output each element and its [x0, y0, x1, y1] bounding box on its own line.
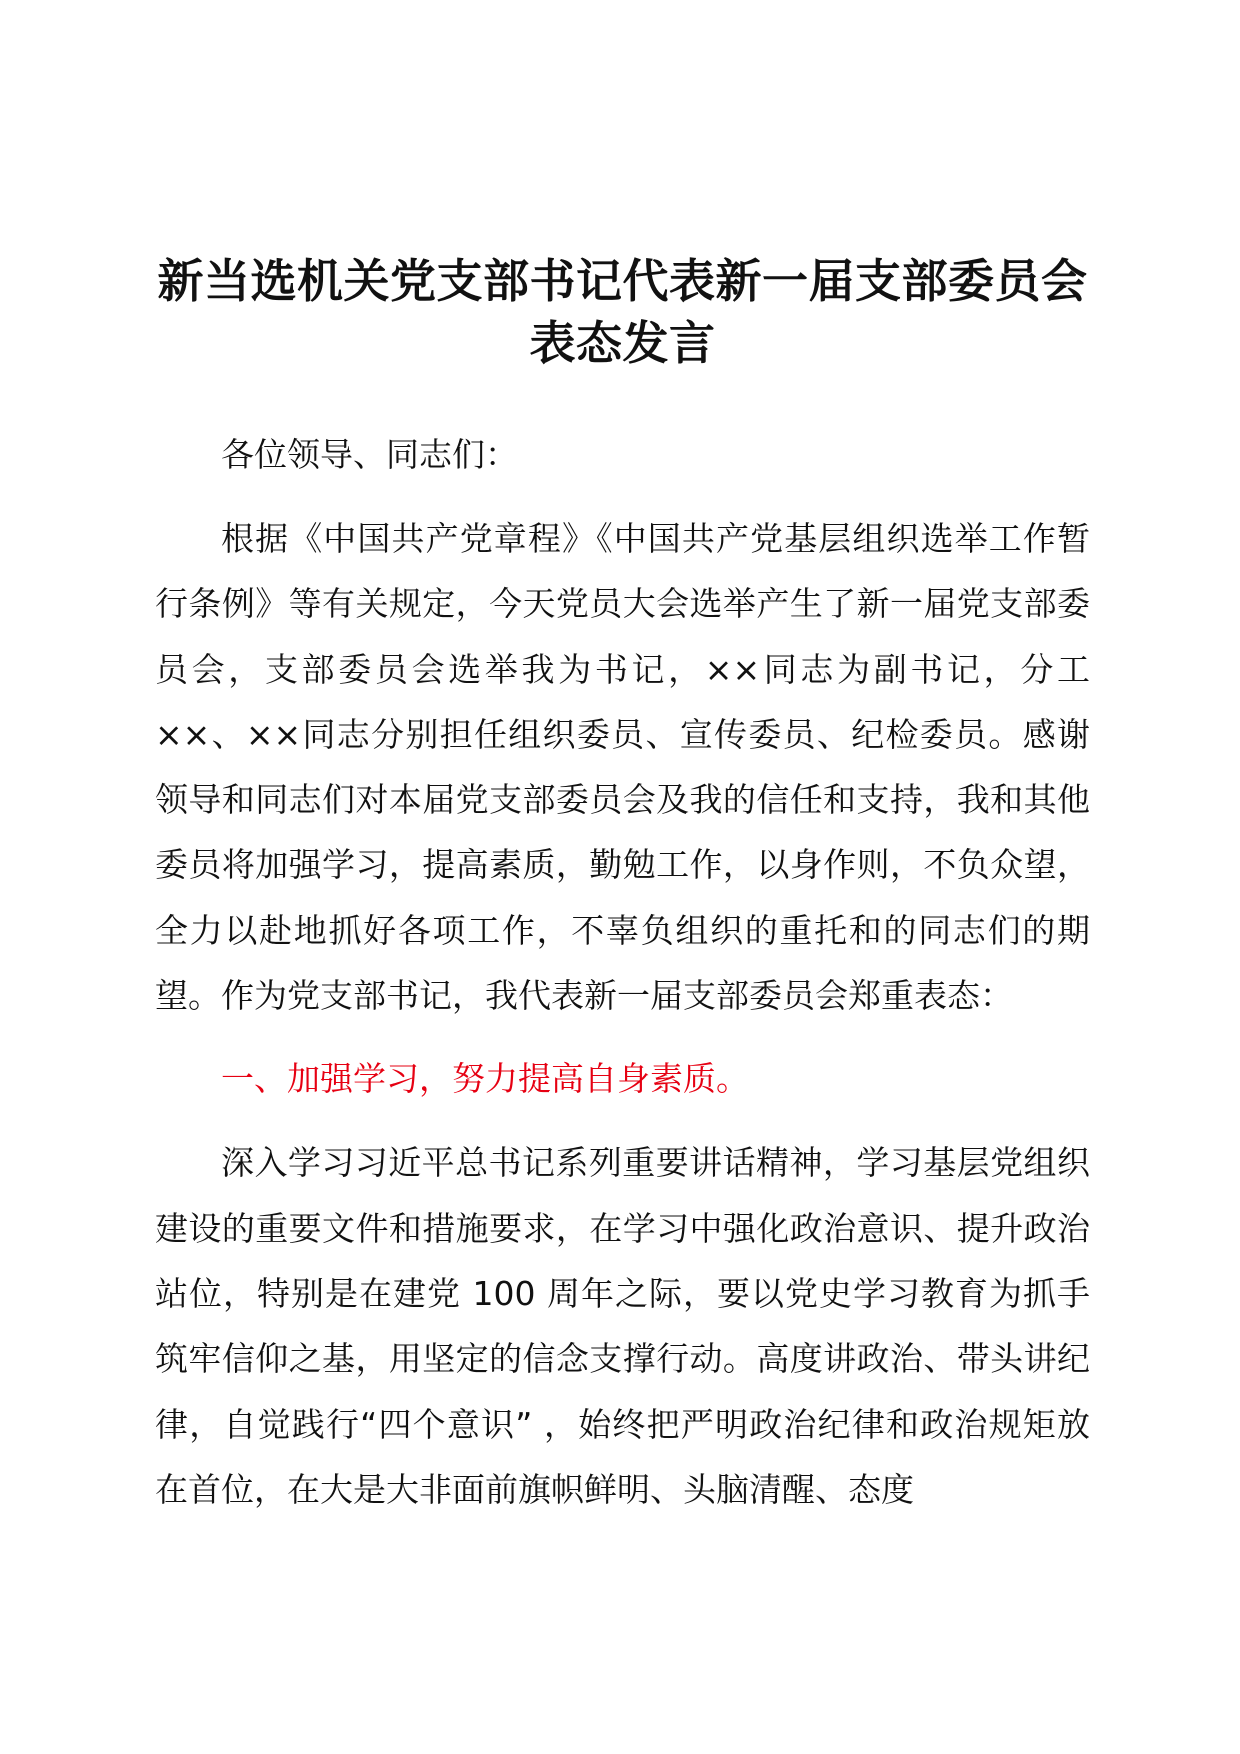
document-title [155, 250, 1090, 374]
title-line-1: 新当选机关党支部书记代表新一届支部委员会 [157, 254, 1088, 308]
paragraph-study: 深入学习习近平总书记系列重要讲话精神，学习基层党组织建设的重要文件和措施要求，在学习中强化政治意识、提升政治站位，特别是在建党 100 周年之际，要以党史学习教育为抓手筑牢信仰之基，用坚定的信念支撑行动。高度讲政治、带头讲纪律，自觉践行“四个意识” ，始终把严明政治纪律和政治规矩放在首位，在大是大非面前旗帜鲜明、头脑清醒、态度 [155, 1143, 1090, 1509]
paragraph-intro: 根据《中国共产党章程》《中国共产党基层组织选举工作暂行条例》等有关规定，今天党员大会选举产生了新一届党支部委员会，支部委员会选举我为书记，××同志为副书记，分工××、××同志分别担任组织委员、宣传委员、纪检委员。感谢领导和同志们对本届党支部委员会及我的信任和支持，我和其他委员将加强学习，提高素质，勤勉工作，以身作则，不负众望，全力以赴地抓好各项工作，不辜负组织的重托和的同志们的期望。作为党支部书记，我代表新一届支部委员会郑重表态： [155, 519, 1090, 1016]
title-line-2: 表态发言 [529, 316, 716, 370]
document-page [155, 250, 1090, 1522]
greeting: 各位领导、同志们： [221, 435, 518, 474]
section-heading-1: 一、加强学习，努力提高自身素质。 [221, 1059, 749, 1099]
